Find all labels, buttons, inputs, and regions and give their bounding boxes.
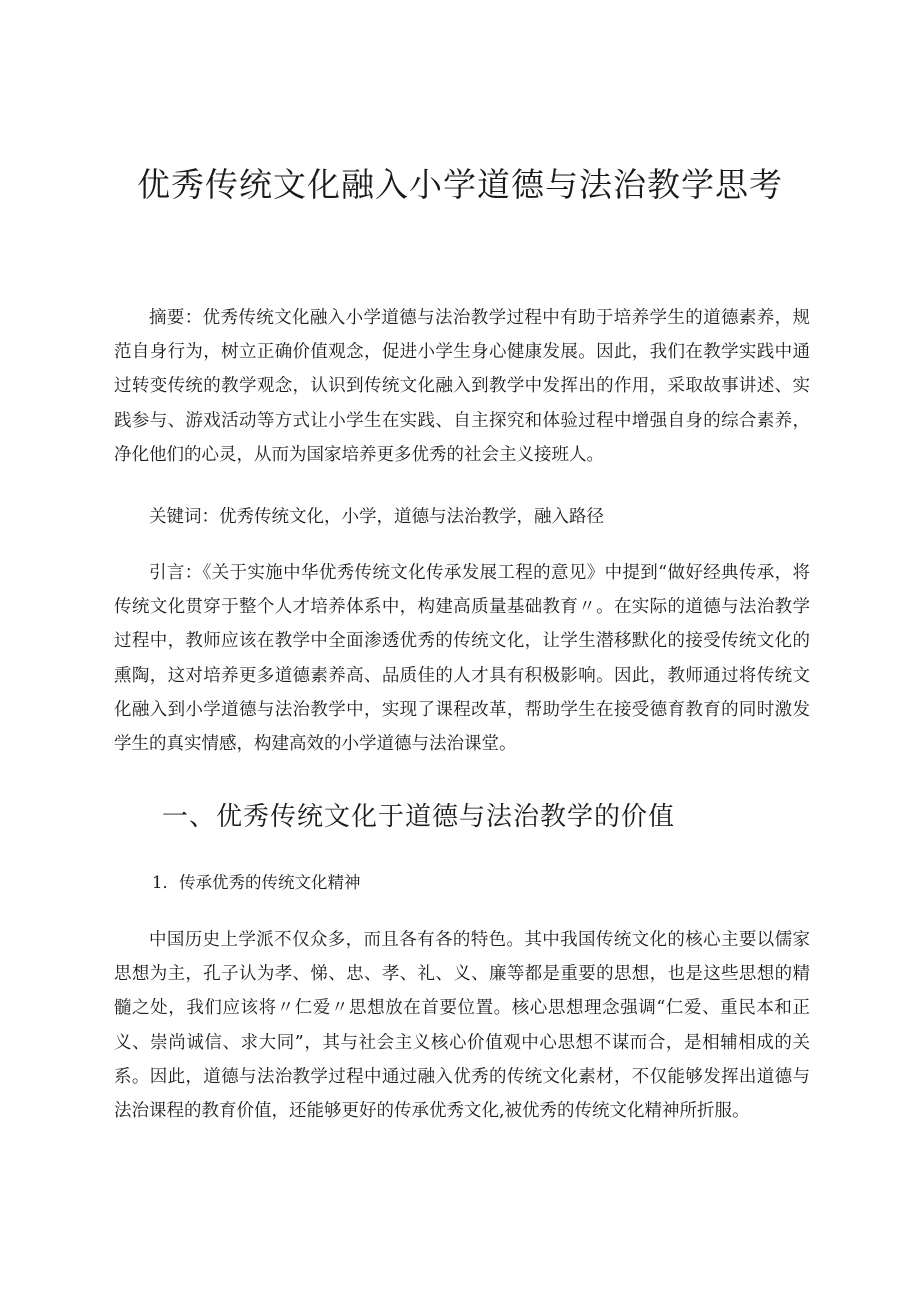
intro-paragraph: 引言：《关于实施中华优秀传统文化传承发展工程的意见》中提到“做好经典传承，将传统文化贯穿于整个人才培养体系中，构建高质量基础教育〃。在实际的道德与法治教学过程中，教师应该在教学中全面渗透优秀的传统文化，让学生潜移默化的接受传统文化的熏陶，这对培养更多道德素养高、品质佳的人才具有积极影响。因此，教师通过将传统文化融入到小学道德与法治教学中，实现了课程改革，帮助学生在接受德育教育的同时激发学生的真实情感，构建高效的小学道德与法治课堂。 (114, 563, 810, 755)
subsection-body-paragraph: 中国历史上学派不仅众多，而且各有各的特色。其中我国传统文化的核心主要以儒家思想为主，孔子认为孝、悌、忠、孝、礼、义、廉等都是重要的思想，也是这些思想的精髓之处，我们应该将〃仁爱〃思想放在首要位置。核心思想理念强调“仁爱、重民本和正义、崇尚诚信、求大同”，其与社会主义核心价值观中心思想不谋而合，是相辅相成的关系。因此，道德与法治教学过程中通过融入优秀的传统文化素材，不仅能够发挥出道德与法治课程的教育价值，还能够更好的传承优秀文化,被优秀的传统文化精神所折服。 (114, 930, 810, 1122)
document-title: 优秀传统文化融入小学道德与法治教学思考 (137, 165, 783, 204)
subsection-heading: 1．传承优秀的传统文化精神 (152, 873, 361, 892)
keywords-line: 关键词：优秀传统文化，小学，道德与法治教学，融入路径 (149, 507, 604, 527)
abstract-paragraph: 摘要：优秀传统文化融入小学道德与法治教学过程中有助于培养学生的道德素养，规范自身行为，树立正确价值观念，促进小学生身心健康发展。因此，我们在教学实践中通过转变传统的教学观念，认识到传统文化融入到教学中发挥出的作用，采取故事讲述、实践参与、游戏活动等方式让小学生在实践、自主探究和体验过程中增强自身的综合素养，净化他们的心灵，从而为国家培养更多优秀的社会主义接班人。 (114, 308, 810, 465)
section-heading: 一、优秀传统文化于道德与法治教学的价值 (162, 802, 676, 832)
